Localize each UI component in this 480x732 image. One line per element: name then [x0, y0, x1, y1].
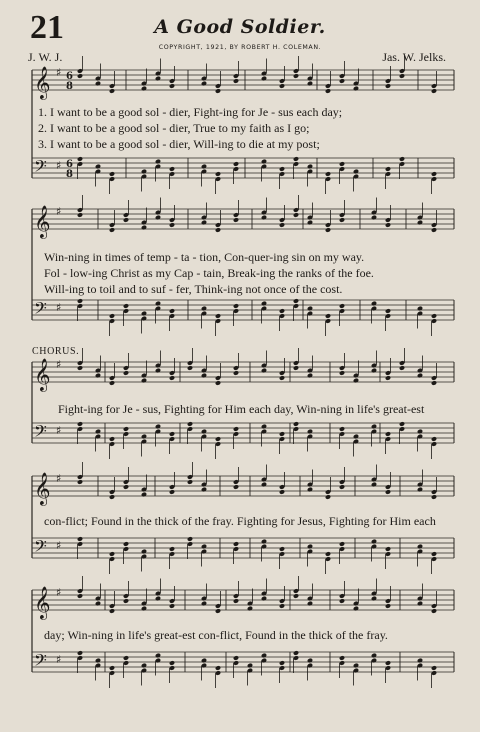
note-head [279, 431, 285, 437]
note-head [95, 429, 101, 435]
note-head [399, 421, 405, 427]
bass-clef: 𝄢 [34, 650, 47, 674]
note-head [233, 484, 239, 490]
note-head [279, 166, 285, 172]
note-head [201, 544, 207, 550]
note-head [399, 73, 405, 79]
note-head [169, 166, 175, 172]
lyric-verse-1-line-1: 1. I want to be a good sol - dier, Fight-ing for Je - sus each day; [38, 105, 343, 119]
note-head [109, 551, 115, 557]
note-head [215, 608, 221, 614]
note-head [109, 227, 115, 233]
note-head [169, 83, 175, 89]
note-head [233, 655, 239, 661]
key-signature-sharp: ♯ [56, 472, 62, 485]
note-head [201, 601, 207, 607]
note-head [77, 479, 83, 485]
note-head [169, 489, 175, 495]
note-head [431, 313, 437, 319]
note-head [201, 81, 207, 87]
note-head [141, 606, 147, 612]
note-head [109, 380, 115, 386]
note-head [233, 598, 239, 604]
note-head [141, 378, 147, 384]
time-signature-top: 6 [66, 71, 73, 82]
note-head [169, 222, 175, 228]
note-head [109, 313, 115, 319]
note-head [417, 601, 423, 607]
note-head [417, 373, 423, 379]
note-head [233, 303, 239, 309]
note-head [169, 375, 175, 381]
note-head [201, 220, 207, 226]
lyric-chorus-line-3: day; Win-ning in life's great-est con-flict, Found in the thick of the fray. [44, 628, 388, 642]
note-head [261, 215, 267, 221]
note-head [339, 161, 345, 167]
note-head [325, 227, 331, 233]
note-head [293, 593, 299, 599]
note-head [215, 313, 221, 319]
key-signature-sharp: ♯ [56, 424, 62, 437]
note-head [155, 215, 161, 221]
note-head [325, 551, 331, 557]
note-head [233, 370, 239, 376]
note-head [339, 598, 345, 604]
note-head [155, 653, 161, 659]
note-head [279, 546, 285, 552]
note-head [431, 227, 437, 233]
lyric-chorus-line-2: con-flict; Found in the thick of the fray. Fighting for Jesus, Fighting for Him each [44, 514, 436, 528]
time-signature-bottom: 8 [66, 169, 73, 180]
note-head [215, 380, 221, 386]
bass-clef: 𝄢 [34, 298, 47, 322]
note-head [109, 494, 115, 500]
note-head [215, 171, 221, 177]
note-head [385, 308, 391, 314]
note-head [187, 365, 193, 371]
note-head [279, 603, 285, 609]
note-head [247, 663, 253, 669]
note-head [307, 429, 313, 435]
note-head [371, 539, 377, 545]
note-head [77, 298, 83, 304]
note-head [187, 479, 193, 485]
note-head [385, 660, 391, 666]
note-head [109, 665, 115, 671]
note-head [279, 308, 285, 314]
note-head [261, 482, 267, 488]
lyric-verse-2-line-1: 2. I want to be a good sol - dier, True to my faith as I go; [38, 121, 310, 135]
note-head [279, 222, 285, 228]
time-signature-bottom: 8 [66, 81, 73, 92]
note-head [353, 169, 359, 175]
note-head [307, 373, 313, 379]
note-head [293, 650, 299, 656]
note-head [95, 373, 101, 379]
treble-clef: 𝄞 [34, 472, 51, 505]
note-head [95, 658, 101, 664]
note-head [431, 608, 437, 614]
note-head [385, 83, 391, 89]
note-head [95, 601, 101, 607]
note-head [169, 308, 175, 314]
note-head [141, 86, 147, 92]
note-head [201, 429, 207, 435]
note-head [95, 81, 101, 87]
note-head [279, 660, 285, 666]
key-signature-sharp: ♯ [56, 66, 62, 79]
note-head [353, 434, 359, 440]
note-head [371, 596, 377, 602]
note-head [141, 434, 147, 440]
note-head [385, 222, 391, 228]
note-head [187, 536, 193, 542]
treble-clef: 𝄞 [34, 66, 51, 99]
lyric-verse-1-line-2: Win-ning in times of temp - ta - tion, Con-quer-ing sin on my way. [44, 250, 365, 264]
note-head [187, 421, 193, 427]
key-signature-sharp: ♯ [56, 358, 62, 371]
time-signature-top: 6 [66, 159, 73, 170]
note-head [261, 368, 267, 374]
note-head [339, 370, 345, 376]
key-signature-sharp: ♯ [56, 653, 62, 666]
note-head [215, 227, 221, 233]
note-head [293, 421, 299, 427]
note-head [307, 601, 313, 607]
note-head [141, 549, 147, 555]
note-head [339, 217, 345, 223]
key-signature-sharp: ♯ [56, 205, 62, 218]
key-signature-sharp: ♯ [56, 586, 62, 599]
note-head [431, 665, 437, 671]
note-head [371, 482, 377, 488]
note-head [371, 424, 377, 430]
note-head [325, 313, 331, 319]
note-head [77, 536, 83, 542]
note-head [353, 378, 359, 384]
note-head [155, 368, 161, 374]
note-head [431, 436, 437, 442]
note-head [371, 215, 377, 221]
note-head [417, 544, 423, 550]
note-head [123, 655, 129, 661]
note-head [141, 663, 147, 669]
treble-clef: 𝄞 [34, 586, 51, 619]
note-head [385, 489, 391, 495]
chorus-label: CHORUS. [32, 346, 80, 357]
note-head [339, 78, 345, 84]
note-head [261, 539, 267, 545]
note-head [385, 166, 391, 172]
note-head [399, 156, 405, 162]
note-head [77, 593, 83, 599]
note-head [353, 86, 359, 92]
note-head [141, 492, 147, 498]
composer-credit: Jas. W. Jelks. [382, 50, 446, 64]
note-head [385, 375, 391, 381]
note-head [339, 541, 345, 547]
note-head [431, 494, 437, 500]
note-head [123, 541, 129, 547]
hymn-number: 21 [30, 9, 64, 46]
note-head [77, 650, 83, 656]
note-head [77, 73, 83, 79]
note-head [353, 663, 359, 669]
note-head [417, 429, 423, 435]
note-head [417, 487, 423, 493]
note-head [123, 370, 129, 376]
note-head [77, 365, 83, 371]
hymn-title: A Good Soldier. [154, 16, 326, 38]
bass-clef: 𝄢 [34, 421, 47, 445]
note-head [123, 303, 129, 309]
lyric-verse-2-line-2: Fol - low-ing Christ as my Cap - tain, Break-ing the ranks of the foe. [44, 266, 374, 280]
note-head [371, 653, 377, 659]
note-head [307, 306, 313, 312]
note-head [307, 487, 313, 493]
note-head [307, 164, 313, 170]
note-head [385, 603, 391, 609]
note-head [233, 161, 239, 167]
note-head [307, 658, 313, 664]
note-head [293, 73, 299, 79]
note-head [431, 380, 437, 386]
key-signature-sharp: ♯ [56, 159, 62, 172]
note-head [77, 156, 83, 162]
treble-clef: 𝄞 [34, 205, 51, 238]
note-head [201, 487, 207, 493]
note-head [431, 171, 437, 177]
note-head [325, 494, 331, 500]
note-head [325, 88, 331, 94]
note-head [307, 81, 313, 87]
note-head [155, 596, 161, 602]
note-head [261, 653, 267, 659]
note-head [431, 88, 437, 94]
note-head [339, 484, 345, 490]
note-head [339, 303, 345, 309]
lyric-verse-3-line-1: 3. I want to be a good sol - dier, Will-ing to die at my post; [38, 137, 320, 151]
note-head [279, 489, 285, 495]
note-head [215, 436, 221, 442]
note-head [201, 164, 207, 170]
note-head [293, 298, 299, 304]
note-head [307, 220, 313, 226]
bass-clef: 𝄢 [34, 536, 47, 560]
note-head [109, 436, 115, 442]
note-head [155, 301, 161, 307]
note-head [155, 424, 161, 430]
note-head [77, 212, 83, 218]
note-head [169, 546, 175, 552]
note-head [169, 431, 175, 437]
note-head [215, 88, 221, 94]
note-head [279, 83, 285, 89]
note-head [293, 156, 299, 162]
note-head [233, 426, 239, 432]
note-head [201, 658, 207, 664]
key-signature-sharp: ♯ [56, 539, 62, 552]
note-head [417, 220, 423, 226]
note-head [109, 171, 115, 177]
note-head [109, 608, 115, 614]
note-head [339, 655, 345, 661]
copyright-notice: COPYRIGHT, 1921, BY ROBERT H. COLEMAN. [158, 44, 322, 51]
note-head [307, 544, 313, 550]
lyric-verse-3-line-2: Will-ing to toil and to suf - fer, Think-ing not once of the cost. [44, 282, 343, 296]
note-head [123, 598, 129, 604]
note-head [123, 217, 129, 223]
note-head [261, 301, 267, 307]
note-head [385, 546, 391, 552]
note-head [371, 301, 377, 307]
note-head [399, 365, 405, 371]
note-head [141, 225, 147, 231]
note-head [201, 306, 207, 312]
note-head [417, 306, 423, 312]
note-head [261, 76, 267, 82]
note-head [247, 606, 253, 612]
note-head [201, 373, 207, 379]
note-head [325, 171, 331, 177]
note-head [339, 426, 345, 432]
note-head [215, 665, 221, 671]
note-head [293, 212, 299, 218]
note-head [77, 421, 83, 427]
note-head [233, 78, 239, 84]
note-head [261, 424, 267, 430]
note-head [233, 541, 239, 547]
note-head [169, 660, 175, 666]
note-head [261, 596, 267, 602]
lyricist-credit: J. W. J. [28, 50, 63, 64]
note-head [293, 365, 299, 371]
note-head [385, 431, 391, 437]
note-head [109, 88, 115, 94]
note-head [233, 217, 239, 223]
note-head [431, 551, 437, 557]
key-signature-sharp: ♯ [56, 301, 62, 314]
note-head [141, 311, 147, 317]
treble-clef: 𝄞 [34, 358, 51, 391]
note-head [155, 159, 161, 165]
note-head [123, 484, 129, 490]
note-head [95, 164, 101, 170]
bass-clef: 𝄢 [34, 156, 47, 180]
note-head [141, 169, 147, 175]
note-head [417, 658, 423, 664]
note-head [155, 76, 161, 82]
note-head [123, 426, 129, 432]
note-head [261, 159, 267, 165]
note-head [371, 368, 377, 374]
note-head [169, 603, 175, 609]
note-head [353, 606, 359, 612]
lyric-chorus-line-1: Fight-ing for Je - sus, Fighting for Him each day, Win-ning in life's great-est [58, 402, 425, 416]
note-head [279, 375, 285, 381]
